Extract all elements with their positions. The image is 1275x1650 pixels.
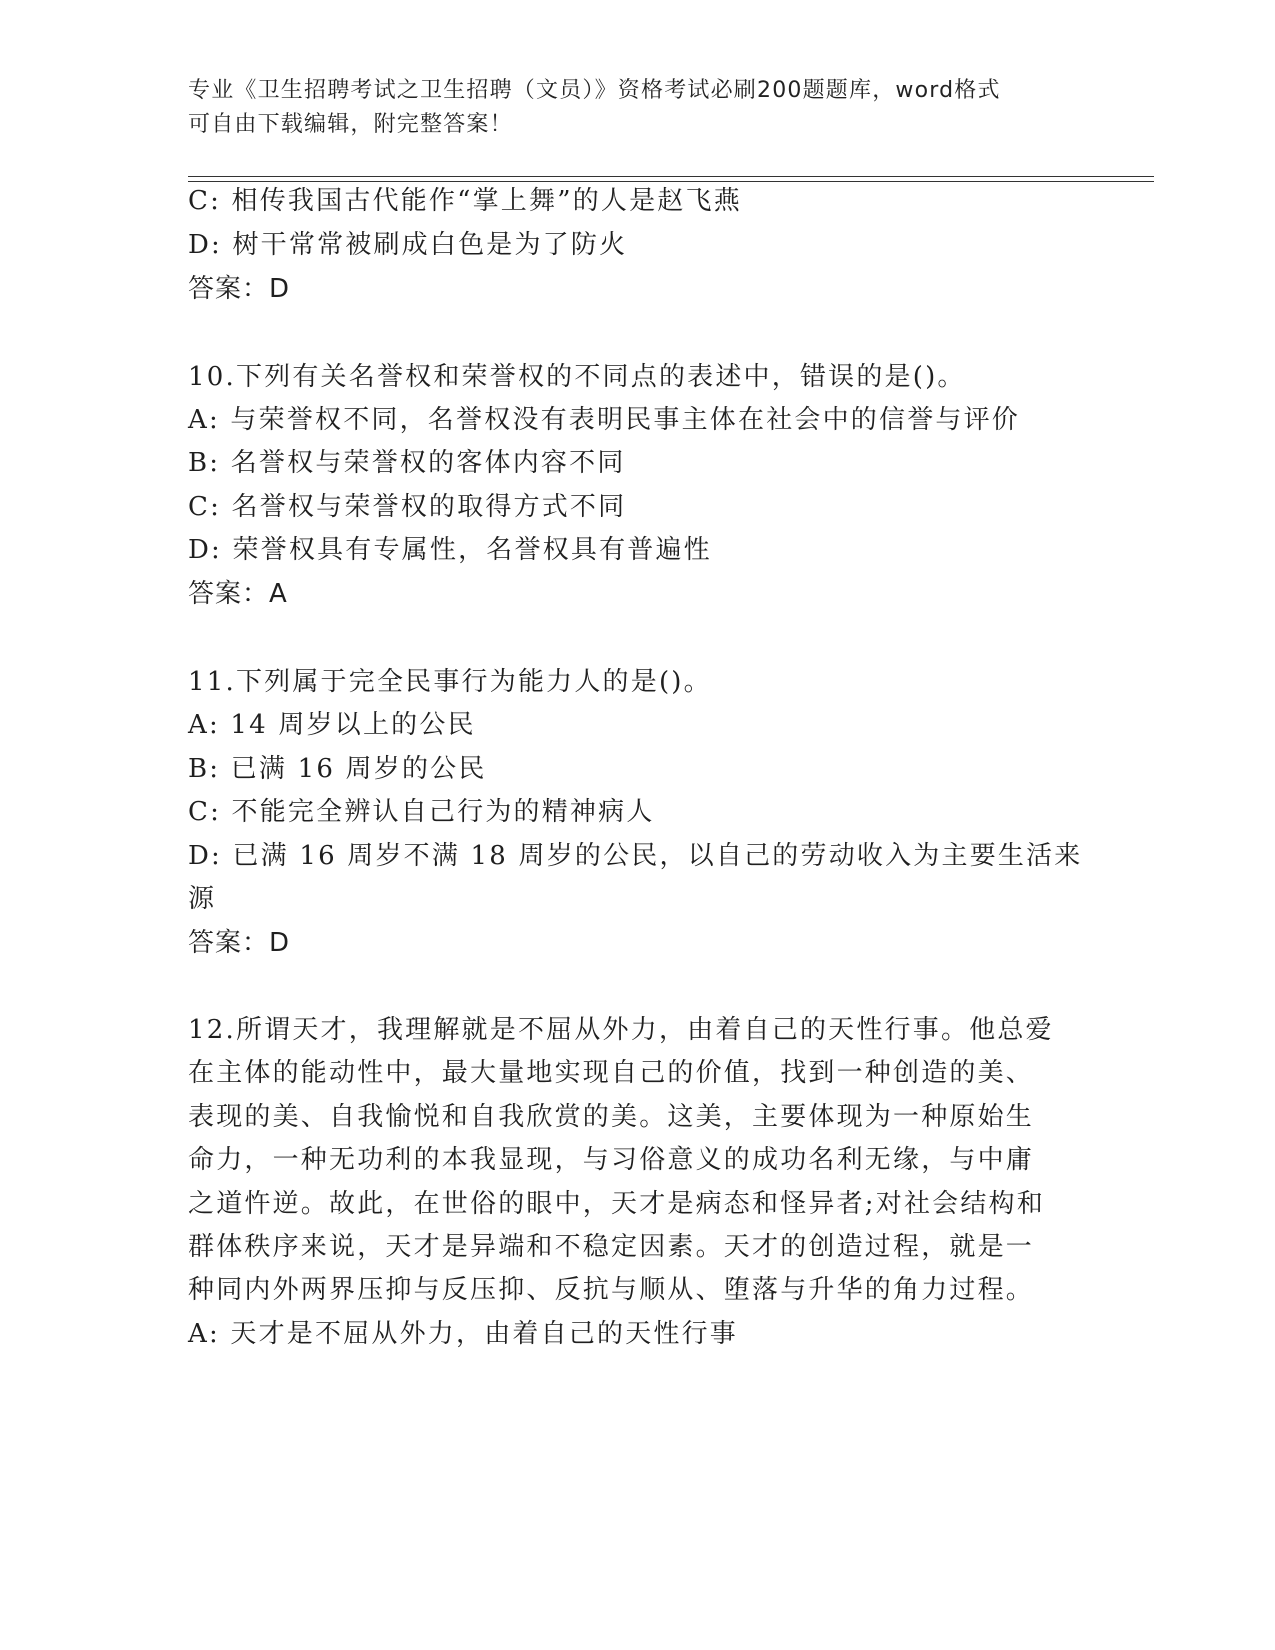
q11-option-a: A: 14 周岁以上的公民 <box>188 710 476 740</box>
header-title-line-2: 可自由下载编辑，附完整答案！ <box>188 112 513 137</box>
q10-option-b: B: 名誉权与荣誉权的客体内容不同 <box>188 448 626 478</box>
header-divider-top <box>188 176 1154 177</box>
q9-option-c: C: 相传我国古代能作“掌上舞”的人是赵飞燕 <box>188 186 742 216</box>
q12-question-line: 在主体的能动性中，最大量地实现自己的价值，找到一种创造的美、 <box>188 1058 1035 1088</box>
q12-question-line: 命力，一种无功利的本我显现，与习俗意义的成功名利无缘，与中庸 <box>188 1145 1035 1175</box>
document-header <box>188 74 1088 142</box>
q12-question-line: 12.所谓天才，我理解就是不屈从外力，由着自己的天性行事。他总爱 <box>188 1015 1054 1045</box>
q12-option-a: A: 天才是不屈从外力，由着自己的天性行事 <box>188 1319 739 1349</box>
q10-answer: 答案：A <box>188 579 288 609</box>
q9-answer: 答案：D <box>188 274 291 304</box>
q12-question-line: 种同内外两界压抑与反压抑、反抗与顺从、堕落与升华的角力过程。 <box>188 1275 1035 1305</box>
q12-question-line: 之道忤逆。故此，在世俗的眼中，天才是病态和怪异者;对社会结构和 <box>188 1189 1045 1219</box>
header-title-line-1: 专业《卫生招聘考试之卫生招聘（文员）》资格考试必刷200题题库，word格式 <box>188 78 1001 103</box>
header-divider-bottom <box>188 181 1154 182</box>
q11-question: 11.下列属于完全民事行为能力人的是()。 <box>188 667 712 697</box>
q10-option-d: D: 荣誉权具有专属性，名誉权具有普遍性 <box>188 535 712 565</box>
q10-question: 10.下列有关名誉权和荣誉权的不同点的表述中，错误的是()。 <box>188 362 966 392</box>
q11-option-d-line-1: D: 已满 16 周岁不满 18 周岁的公民，以自己的劳动收入为主要生活来 <box>188 841 1083 871</box>
q9-option-d: D: 树干常常被刷成白色是为了防火 <box>188 230 628 260</box>
q10-option-a: A: 与荣誉权不同，名誉权没有表明民事主体在社会中的信誉与评价 <box>188 405 1021 435</box>
q10-option-c: C: 名誉权与荣誉权的取得方式不同 <box>188 492 627 522</box>
q11-option-c: C: 不能完全辨认自己行为的精神病人 <box>188 797 655 827</box>
q11-answer: 答案：D <box>188 928 291 958</box>
q11-option-d-line-2: 源 <box>188 884 217 914</box>
q11-option-b: B: 已满 16 周岁的公民 <box>188 754 487 784</box>
q12-question-line: 群体秩序来说，天才是异端和不稳定因素。天才的创造过程，就是一 <box>188 1232 1035 1262</box>
q12-question-line: 表现的美、自我愉悦和自我欣赏的美。这美，主要体现为一种原始生 <box>188 1102 1035 1132</box>
